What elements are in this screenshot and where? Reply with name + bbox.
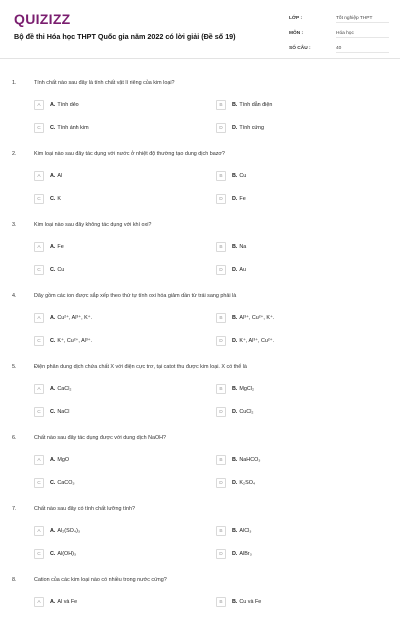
answer-option[interactable] [34,311,92,325]
answer-option[interactable] [34,192,61,206]
answer-option[interactable] [216,169,246,183]
answer-option[interactable] [34,382,71,396]
option-text [50,338,92,344]
answer-option[interactable] [34,98,79,112]
meta-label: SỐ CÂU : [289,46,311,51]
option-prefix: D. [232,338,238,344]
option-text [50,551,76,557]
option-prefix: D. [232,480,238,486]
option-prefix: A. [50,599,56,605]
option-prefix: C. [50,480,56,486]
option-body: AlBr₃ [239,551,252,557]
worksheet-header [0,0,400,59]
option-text [232,528,252,534]
option-prefix: B. [232,244,238,250]
question-stem [12,506,135,512]
answer-option[interactable] [34,476,75,490]
meta-value: Tốt nghiệp THPT [336,10,389,23]
question-stem [12,222,151,228]
option-letter-box: A [34,597,44,607]
answer-option[interactable] [34,453,69,467]
question-stem [12,364,247,370]
answer-option[interactable] [216,192,246,206]
option-text [232,244,246,250]
question-text: Dãy gồm các ion được sắp xếp theo thứ tự tính oxi hóa giảm dần từ trái sang phải là [34,293,237,299]
option-text [50,315,92,321]
option-letter-box: B [216,455,226,465]
answer-option[interactable] [216,453,260,467]
question-stem [12,151,225,157]
answer-option[interactable] [34,240,64,254]
question-stem [12,80,175,86]
option-prefix: B. [232,528,238,534]
option-text [232,267,246,273]
option-prefix: B. [232,457,238,463]
option-text [50,457,69,463]
option-prefix: D. [232,125,238,131]
option-body: NaCl [57,409,70,415]
meta-row-count [289,40,389,55]
meta-label: LỚP : [289,16,303,21]
option-text [232,102,272,108]
option-body: Tính dẻo [57,102,79,108]
question-text: Điện phân dung dịch chứa chất X với điện cực trơ, tại catot thu được kim loại. X có thể là [34,364,247,370]
option-prefix: C. [50,267,56,273]
option-prefix: D. [232,409,238,415]
option-body: CaCO₃ [57,480,75,486]
option-body: MgO [57,457,70,463]
question-text: Tính chất nào sau đây là tính chất vật lí riêng của kim loại? [34,80,175,86]
option-body: AlCl₃ [239,528,252,534]
option-letter-box: A [34,171,44,181]
option-text [232,338,274,344]
option-letter-box: D [216,265,226,275]
option-letter-box: C [34,336,44,346]
option-body: Al và Fe [57,599,78,605]
option-text [232,386,254,392]
option-prefix: B. [232,102,238,108]
option-text [232,457,260,463]
question-item [0,569,400,640]
option-body: Al [57,173,63,179]
question-stem [12,435,166,441]
option-text [232,551,252,557]
option-body: Tính cứng [239,125,264,131]
option-prefix: B. [232,315,238,321]
option-text [232,315,274,321]
option-text [50,102,79,108]
option-text [50,244,64,250]
meta-value: 40 [336,40,389,53]
question-number: 7. [12,506,17,512]
option-text [232,196,246,202]
answer-option[interactable] [216,311,274,325]
option-body: CuCl₂ [239,409,254,415]
option-letter-box: A [34,242,44,252]
option-body: Tính ánh kim [57,125,89,131]
option-letter-box: D [216,336,226,346]
option-prefix: A. [50,244,56,250]
option-body: Cu²⁺, Al³⁺, K⁺. [57,315,93,321]
option-letter-box: C [34,123,44,133]
answer-option[interactable] [216,382,254,396]
answer-option[interactable] [216,121,264,135]
option-body: K₂SO₄ [239,480,256,486]
answer-option[interactable] [216,524,252,538]
question-item [0,356,400,427]
option-letter-box: B [216,313,226,323]
option-letter-box: D [216,549,226,559]
option-text [50,528,80,534]
option-prefix: A. [50,528,56,534]
answer-option[interactable] [34,595,77,609]
question-stem [12,293,236,299]
option-prefix: A. [50,173,56,179]
option-text [50,386,71,392]
option-letter-box: A [34,100,44,110]
worksheet-title: Bộ đề thi Hóa học THPT Quốc gia năm 2022 có lời giải (Đề số 19) [14,32,236,41]
option-body: Cu và Fe [239,599,262,605]
option-text [232,480,255,486]
answer-option[interactable] [34,524,80,538]
option-prefix: B. [232,599,238,605]
meta-value: Hóa học [336,25,389,38]
option-body: Au [239,267,246,273]
answer-option[interactable] [34,334,92,348]
option-prefix: A. [50,457,56,463]
question-item [0,214,400,285]
meta-row-class [289,10,389,25]
answer-option[interactable] [216,547,252,561]
option-letter-box: D [216,123,226,133]
option-letter-box: B [216,597,226,607]
option-text [50,196,61,202]
option-letter-box: A [34,313,44,323]
option-letter-box: D [216,194,226,204]
option-text [232,125,264,131]
option-letter-box: B [216,242,226,252]
option-prefix: A. [50,386,56,392]
question-number: 2. [12,151,17,157]
meta-row-subject [289,25,389,40]
question-item [0,72,400,143]
question-text: Chất nào sau đây tác dụng được với dung dịch NaOH? [34,435,167,441]
option-letter-box: A [34,455,44,465]
option-text [50,125,89,131]
question-item [0,143,400,214]
option-body: MgCl₂ [239,386,255,392]
option-letter-box: B [216,526,226,536]
option-prefix: C. [50,551,56,557]
question-number: 4. [12,293,17,299]
option-body: Na [239,244,247,250]
question-list [0,72,400,640]
option-text [50,173,62,179]
question-number: 6. [12,435,17,441]
option-text [50,409,69,415]
option-body: Cu [239,173,247,179]
option-body: Cu [57,267,65,273]
option-text [50,267,64,273]
option-body: Al₂(SO₄)₃ [57,528,81,534]
option-body: CaCl₂ [57,386,72,392]
option-prefix: B. [232,386,238,392]
option-text [232,173,246,179]
answer-option[interactable] [216,334,274,348]
option-prefix: C. [50,196,56,202]
answer-option[interactable] [216,98,272,112]
option-body: Fe [57,244,64,250]
question-text: Chất nào sau đây có tính chất lưỡng tính? [34,506,135,512]
question-item [0,427,400,498]
option-letter-box: D [216,478,226,488]
question-number: 5. [12,364,17,370]
option-body: Fe [239,196,246,202]
option-letter-box: B [216,100,226,110]
option-prefix: B. [232,173,238,179]
question-number: 3. [12,222,17,228]
option-prefix: C. [50,409,56,415]
answer-option[interactable] [34,121,89,135]
question-number: 1. [12,80,17,86]
option-body: K⁺, Al³⁺, Cu²⁺. [239,338,275,344]
option-prefix: D. [232,196,238,202]
option-text [50,480,75,486]
option-text [232,409,253,415]
quizizz-logo: QUIZIZZ [14,11,71,27]
option-letter-box: B [216,171,226,181]
option-letter-box: A [34,526,44,536]
option-body: Tính dẫn điện [239,102,273,108]
question-text: Kim loại nào sau đây tác dụng với nước ở nhiệt độ thường tạo dung dịch bazơ? [34,151,225,157]
option-body: Al(OH)₃ [57,551,77,557]
answer-option[interactable] [216,405,253,419]
meta-panel [289,10,389,55]
option-letter-box: C [34,265,44,275]
option-letter-box: C [34,407,44,417]
option-letter-box: D [216,407,226,417]
answer-option[interactable] [34,263,64,277]
option-letter-box: B [216,384,226,394]
answer-option[interactable] [34,169,62,183]
answer-option[interactable] [34,547,76,561]
option-prefix: D. [232,551,238,557]
option-letter-box: A [34,384,44,394]
option-prefix: A. [50,315,56,321]
meta-label: MÔN : [289,31,304,36]
answer-option[interactable] [34,405,69,419]
option-letter-box: C [34,478,44,488]
option-letter-box: C [34,194,44,204]
answer-option[interactable] [216,476,255,490]
option-letter-box: C [34,549,44,559]
question-item [0,498,400,569]
question-number: 8. [12,577,17,583]
question-text: Cation của các kim loại nào có nhiều trong nước cứng? [34,577,167,583]
question-stem [12,577,167,583]
answer-option[interactable] [216,240,246,254]
question-item [0,285,400,356]
question-text: Kim loại nào sau đây không tác dụng với khí oxi? [34,222,152,228]
option-prefix: C. [50,338,56,344]
option-prefix: A. [50,102,56,108]
option-body: Al³⁺, Cu²⁺, K⁺. [239,315,275,321]
answer-option[interactable] [216,263,246,277]
option-prefix: D. [232,267,238,273]
option-body: K⁺, Cu²⁺, Al³⁺. [57,338,93,344]
option-body: K [57,196,62,202]
option-body: NaHCO₃ [239,457,261,463]
answer-option[interactable] [216,595,261,609]
option-prefix: C. [50,125,56,131]
